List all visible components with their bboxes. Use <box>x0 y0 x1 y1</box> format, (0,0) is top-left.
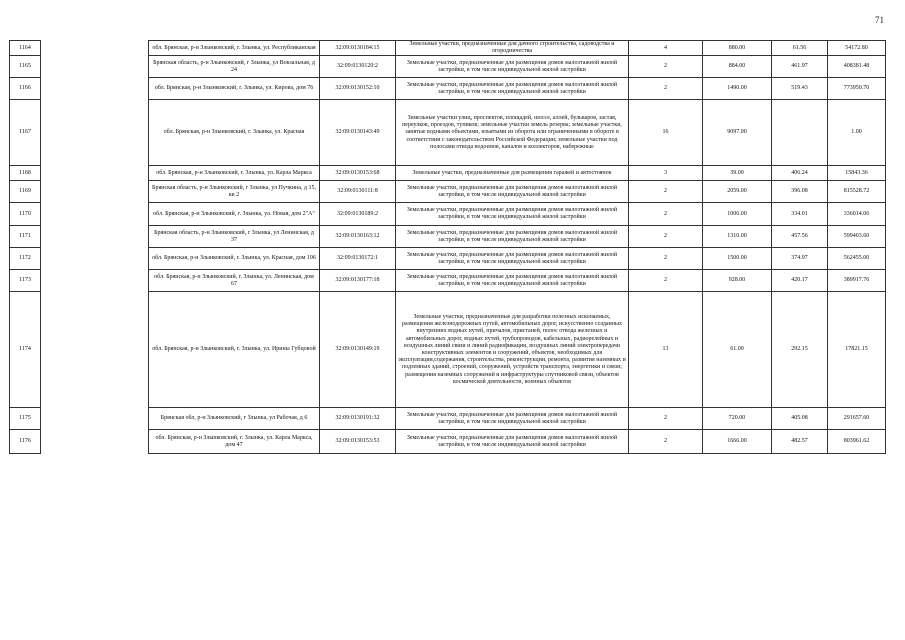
cadastral-number-cell: 32:09:0130143:49 <box>320 100 396 166</box>
table-row <box>10 56 886 78</box>
use-group-cell: 4 <box>629 41 703 56</box>
cadastral-rate-cell: 61.56 <box>772 41 828 56</box>
area-cell: 1006.00 <box>703 203 772 226</box>
row-number-cell: 1176 <box>10 430 41 454</box>
area-cell: 884.00 <box>703 56 772 78</box>
cadastral-rate-cell: 519.43 <box>772 78 828 100</box>
area-cell: 880.00 <box>703 41 772 56</box>
row-number-cell: 1174 <box>10 292 41 408</box>
land-use-cell: Земельные участки, предназначенные для размещения домов малоэтажной жилой застройки, в том числе индивидуальной жилой застройки <box>396 270 629 292</box>
area-cell: 2059.00 <box>703 181 772 203</box>
address-cell: Брянская область, р-н Злынковский, г Злынка, ул Вокзальная, д 24 <box>149 56 320 78</box>
address-cell: обл. Брянская, р-н Злынковский, г. Злынка, ул. Ирины Губцовой <box>149 292 320 408</box>
cadastral-number-cell: 32:09:0130152:10 <box>320 78 396 100</box>
land-use-cell: Земельные участки, предназначенные для размещения домов малоэтажной жилой застройки, в том числе индивидуальной жилой застройки <box>396 78 629 100</box>
cadastral-rate-cell: 396.08 <box>772 181 828 203</box>
table-row <box>10 78 886 100</box>
blank-cell <box>41 41 149 56</box>
land-use-cell: Земельные участки, предназначенные для размещения домов малоэтажной жилой застройки, в том числе индивидуальной жилой застройки <box>396 248 629 270</box>
use-group-cell: 13 <box>629 292 703 408</box>
cadastral-number-cell: 32:09:0130189:2 <box>320 203 396 226</box>
cadastral-rate-cell <box>772 100 828 166</box>
cadastral-value-cell: 1.00 <box>828 100 886 166</box>
land-use-cell: Земельные участки, предназначенные для размещения домов малоэтажной жилой застройки, в том числе индивидуальной жилой застройки <box>396 181 629 203</box>
use-group-cell: 2 <box>629 270 703 292</box>
row-number-cell: 1167 <box>10 100 41 166</box>
blank-cell <box>41 292 149 408</box>
blank-cell <box>41 203 149 226</box>
cadastral-value-cell: 599403.60 <box>828 226 886 248</box>
table-row <box>10 226 886 248</box>
area-cell: 9097.00 <box>703 100 772 166</box>
cadastral-number-cell: 32:09:0130149:19 <box>320 292 396 408</box>
row-number-cell: 1172 <box>10 248 41 270</box>
use-group-cell: 2 <box>629 203 703 226</box>
use-group-cell: 2 <box>629 56 703 78</box>
cadastral-value-cell: 17821.15 <box>828 292 886 408</box>
blank-cell <box>41 100 149 166</box>
area-cell: 928.00 <box>703 270 772 292</box>
land-use-cell: Земельные участки, предназначенные для размещения домов малоэтажной жилой застройки, в том числе индивидуальной жилой застройки <box>396 408 629 430</box>
row-number-cell: 1166 <box>10 78 41 100</box>
row-number-cell: 1168 <box>10 166 41 181</box>
table-row <box>10 166 886 181</box>
cadastral-value-cell: 803961.62 <box>828 430 886 454</box>
blank-cell <box>41 430 149 454</box>
cadastral-rate-cell: 482.57 <box>772 430 828 454</box>
row-number-cell: 1175 <box>10 408 41 430</box>
cadastral-value-cell: 291657.60 <box>828 408 886 430</box>
address-cell: обл. Брянская, р-н Злынковский, г. Злынка, ул. Карла Маркса <box>149 166 320 181</box>
cadastral-number-cell: 32:09:0130163:12 <box>320 226 396 248</box>
cadastral-value-cell: 562455.00 <box>828 248 886 270</box>
table-row <box>10 430 886 454</box>
area-cell: 1490.00 <box>703 78 772 100</box>
land-use-cell: Земельные участки улиц, проспектов, площадей, шоссе, аллей, бульваров, застав, переулков, проездов, тупиков; земельные участки земель резерва; земельные участки, занятые водными объектами, изъятыми из оборота или ограниченными в обороте в соответствии с законодательством Российской Федерации; земельные участки под полосами отвода водоемов, каналов и коллекторов, набережные <box>396 100 629 166</box>
address-cell: Брянская обл, р-н Злынковский, г Злынка, ул Рабочая, д 6 <box>149 408 320 430</box>
cadastral-value-cell: 15843.36 <box>828 166 886 181</box>
area-cell: 1666.00 <box>703 430 772 454</box>
table-row <box>10 248 886 270</box>
row-number-cell: 1170 <box>10 203 41 226</box>
blank-cell <box>41 166 149 181</box>
cadastral-rate-cell: 406.24 <box>772 166 828 181</box>
land-use-cell: Земельные участки, предназначенные для дачного строительства, садоводства и огородничества <box>396 41 629 56</box>
blank-cell <box>41 270 149 292</box>
cadastral-rate-cell: 420.17 <box>772 270 828 292</box>
cadastral-value-cell: 773950.70 <box>828 78 886 100</box>
blank-cell <box>41 56 149 78</box>
use-group-cell: 2 <box>629 78 703 100</box>
cadastral-value-cell: 408381.48 <box>828 56 886 78</box>
area-cell: 39.00 <box>703 166 772 181</box>
page-number: 71 <box>875 15 884 25</box>
area-cell: 720.00 <box>703 408 772 430</box>
cadastral-number-cell: 32:09:0130111:8 <box>320 181 396 203</box>
row-number-cell: 1171 <box>10 226 41 248</box>
address-cell: обл. Брянская, р-н Злынковский, г. Злынка, ул. Красная, дом 106 <box>149 248 320 270</box>
use-group-cell: 2 <box>629 408 703 430</box>
cadastral-number-cell: 32:09:0130153:68 <box>320 166 396 181</box>
blank-cell <box>41 226 149 248</box>
cadastral-value-cell: 815528.72 <box>828 181 886 203</box>
use-group-cell: 2 <box>629 226 703 248</box>
cadastral-number-cell: 32:09:0130172:1 <box>320 248 396 270</box>
address-cell: обл. Брянская, р-н Злынковский, г. Злынка, ул. Кирова, дом 76 <box>149 78 320 100</box>
use-group-cell: 2 <box>629 430 703 454</box>
cadastral-number-cell: 32:09:0130191:32 <box>320 408 396 430</box>
address-cell: обл. Брянская, р-н Злынковский, г. Злынка, ул. Новая, дом 2"А" <box>149 203 320 226</box>
row-number-cell: 1164 <box>10 41 41 56</box>
blank-cell <box>41 248 149 270</box>
cadastral-number-cell: 32:09:0130177:18 <box>320 270 396 292</box>
address-cell: обл. Брянская, р-н Злынковский, г. Злынка, ул. Карла Маркса, дом 47 <box>149 430 320 454</box>
cadastral-rate-cell: 457.56 <box>772 226 828 248</box>
use-group-cell: 16 <box>629 100 703 166</box>
row-number-cell: 1165 <box>10 56 41 78</box>
blank-cell <box>41 181 149 203</box>
address-cell: Брянская область, р-н Злынковский, г Злынка, ул Ленинская, д 37 <box>149 226 320 248</box>
table-row <box>10 270 886 292</box>
cadastral-value-cell: 54172.80 <box>828 41 886 56</box>
address-cell: обл. Брянская, р-н Злынковский, г. Злынка, ул. Ленинская, дом 67 <box>149 270 320 292</box>
cadastral-rate-cell: 334.01 <box>772 203 828 226</box>
table-row <box>10 181 886 203</box>
cadastral-rate-cell: 292.15 <box>772 292 828 408</box>
address-cell: Брянская область, р-н Злынковский, г Злынка, ул Пучкина, д 15, кв 2 <box>149 181 320 203</box>
use-group-cell: 3 <box>629 166 703 181</box>
use-group-cell: 2 <box>629 181 703 203</box>
address-cell: обл. Брянская, р-н Злынковский, г. Злынка, ул. Красная <box>149 100 320 166</box>
blank-cell <box>41 78 149 100</box>
cadastral-number-cell: 32:09:0130184:15 <box>320 41 396 56</box>
table-row <box>10 203 886 226</box>
table-row <box>10 41 886 56</box>
cadastral-number-cell: 32:09:0130153:53 <box>320 430 396 454</box>
area-cell: 1500.00 <box>703 248 772 270</box>
row-number-cell: 1169 <box>10 181 41 203</box>
address-cell: обл. Брянская, р-н Злынковский, г. Злынка, ул. Республиканская <box>149 41 320 56</box>
table-row <box>10 100 886 166</box>
cadastral-rate-cell: 461.97 <box>772 56 828 78</box>
cadastral-value-cell: 336014.06 <box>828 203 886 226</box>
land-use-cell: Земельные участки, предназначенные для размещения домов малоэтажной жилой застройки, в том числе индивидуальной жилой застройки <box>396 430 629 454</box>
land-registry-table <box>9 40 886 454</box>
table-row <box>10 292 886 408</box>
land-use-cell: Земельные участки, предназначенные для размещения домов малоэтажной жилой застройки, в том числе индивидуальной жилой застройки <box>396 226 629 248</box>
area-cell: 61.00 <box>703 292 772 408</box>
table-body <box>10 41 886 454</box>
cadastral-rate-cell: 374.97 <box>772 248 828 270</box>
use-group-cell: 2 <box>629 248 703 270</box>
cadastral-value-cell: 389917.76 <box>828 270 886 292</box>
table-row <box>10 408 886 430</box>
area-cell: 1310.00 <box>703 226 772 248</box>
land-use-cell: Земельные участки, предназначенные для размещения гаражей и автостоянок <box>396 166 629 181</box>
cadastral-number-cell: 32:09:0130120:2 <box>320 56 396 78</box>
land-use-cell: Земельные участки, предназначенные для разработки полезных ископаемых, размещения железнодорожных путей, автомобильных дорог, искусственно созданных внутренних водных путей, причалов, пристаней, полос отвода железных и автомобильных дорог, водных путей, трубопроводов, кабельных, радиорелейных и воздушных линий связи и линий радиофикации, воздушных линий электропередачи конструктивных элементов и сооружений, объектов, необходимых для эксплуатации,содержания, строительства, реконструкции, ремонта, развития наземных и подземных зданий, строений, сооружений, устройств транспорта, энергетики и связи; размещения наземных сооружений и инфраструктуры спутниковой связи, объектов космической деятельности, военных объектов <box>396 292 629 408</box>
blank-cell <box>41 408 149 430</box>
land-use-cell: Земельные участки, предназначенные для размещения домов малоэтажной жилой застройки, в том числе индивидуальной жилой застройки <box>396 56 629 78</box>
row-number-cell: 1173 <box>10 270 41 292</box>
cadastral-rate-cell: 405.08 <box>772 408 828 430</box>
land-use-cell: Земельные участки, предназначенные для размещения домов малоэтажной жилой застройки, в том числе индивидуальной жилой застройки <box>396 203 629 226</box>
